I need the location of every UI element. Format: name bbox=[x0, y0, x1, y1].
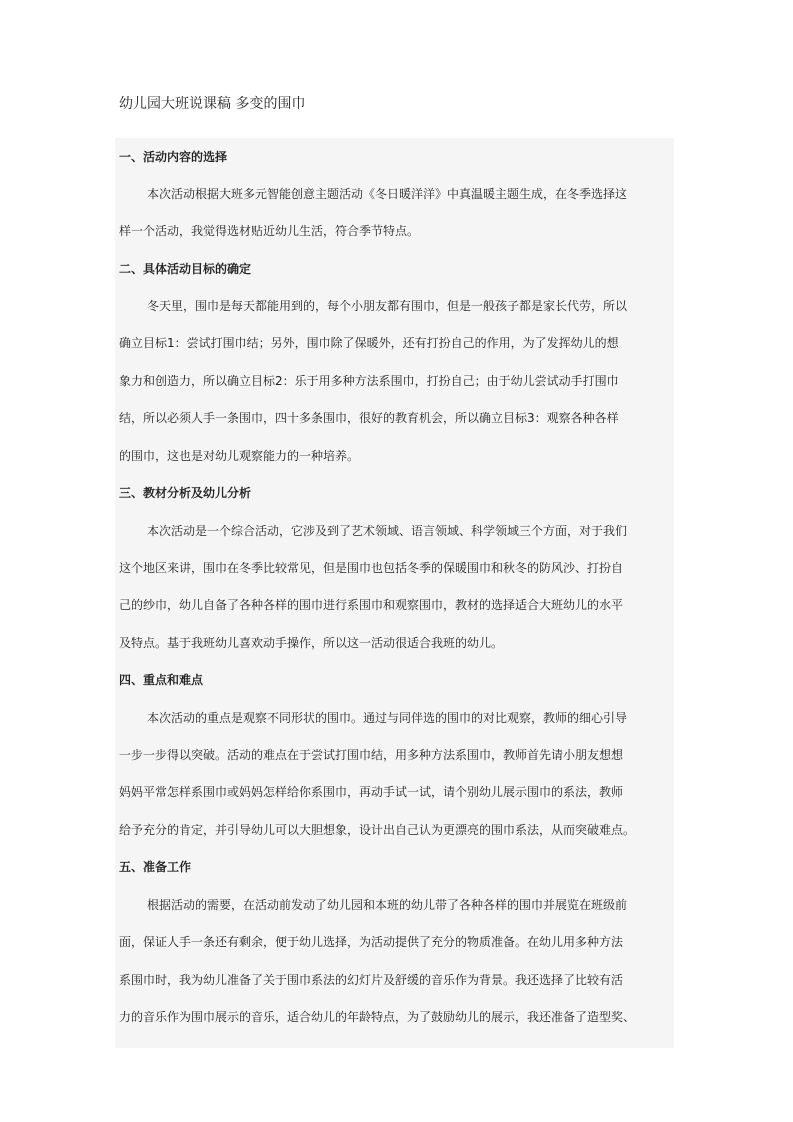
paragraph-line: 系围巾时，我为幼儿准备了关于围巾系法的幻灯片及舒缓的音乐作为背景。我还选择了比较有活 bbox=[119, 973, 624, 987]
paragraph-line: 这个地区来讲，围巾在冬季比较常见，但是围巾也包括冬季的保暖围巾和秋冬的防风沙、打扮自 bbox=[119, 561, 624, 575]
paragraph-line: 妈妈平常怎样系围巾或妈妈怎样给你系围巾，再动手试一试，请个别幼儿展示围巾的系法，教师 bbox=[119, 785, 624, 799]
paragraph-line: 结，所以必须人手一条围巾，四十多条围巾，很好的教育机会，所以确立目标3：观察各种各样 bbox=[119, 411, 619, 425]
section-heading: 三、教材分析及幼儿分析 bbox=[119, 486, 252, 500]
paragraph-line: 给予充分的肯定，并引导幼儿可以大胆想象，设计出自己认为更漂亮的围巾系法，从而突破难点。 bbox=[119, 823, 636, 837]
paragraph-line: 根据活动的需要，在活动前发动了幼儿园和本班的幼儿带了各种各样的围巾并展览在班级前 bbox=[147, 898, 628, 912]
paragraph-line: 己的纱巾，幼儿自备了各种各样的围巾进行系围巾和观察围巾，教材的选择适合大班幼儿的水平 bbox=[119, 598, 624, 612]
paragraph-line: 面，保证人手一条还有剩余，便于幼儿选择，为活动提供了充分的物质准备。在幼儿用多种方法 bbox=[119, 935, 624, 949]
paragraph-line: 象力和创造力，所以确立目标2：乐于用多种方法系围巾，打扮自己；由于幼儿尝试动手打围巾 bbox=[119, 374, 619, 388]
section-heading: 四、重点和难点 bbox=[119, 673, 204, 687]
section-heading: 五、准备工作 bbox=[119, 860, 192, 874]
paragraph-line: 一步一步得以突破。活动的难点在于尝试打围巾结，用多种方法系围巾，教师首先请小朋友想想 bbox=[119, 748, 624, 762]
section-heading: 二、具体活动目标的确定 bbox=[119, 262, 252, 276]
paragraph-line: 本次活动的重点是观察不同形状的围巾。通过与同伴选的围巾的对比观察，教师的细心引导 bbox=[147, 711, 628, 725]
paragraph-line: 本次活动根据大班多元智能创意主题活动《冬日暖洋洋》中真温暖主题生成，在冬季选择这 bbox=[147, 187, 628, 201]
paragraph-line: 样一个活动，我觉得选材贴近幼儿生活，符合季节特点。 bbox=[119, 224, 420, 238]
document-body bbox=[115, 138, 674, 1048]
paragraph-line: 本次活动是一个综合活动，它涉及到了艺术领域、语言领域、科学领域三个方面，对于我们 bbox=[147, 524, 628, 538]
paragraph-line: 冬天里，围巾是每天都能用到的，每个小朋友都有围巾，但是一般孩子都是家长代劳，所以 bbox=[147, 299, 628, 313]
paragraph-line: 的围巾，这也是对幼儿观察能力的一种培养。 bbox=[119, 449, 360, 463]
paragraph-line: 及特点。基于我班幼儿喜欢动手操作，所以这一活动很适合我班的幼儿。 bbox=[119, 636, 504, 650]
document-title: 幼儿园大班说课稿 多变的围巾 bbox=[119, 96, 306, 112]
section-heading: 一、活动内容的选择 bbox=[119, 150, 228, 164]
paragraph-line: 力的音乐作为围巾展示的音乐，适合幼儿的年龄特点，为了鼓励幼儿的展示，我还准备了造型奖、 bbox=[119, 1010, 636, 1024]
paragraph-line: 确立目标1：尝试打围巾结；另外，围巾除了保暖外，还有打扮自己的作用，为了发挥幼儿的想 bbox=[119, 336, 619, 350]
